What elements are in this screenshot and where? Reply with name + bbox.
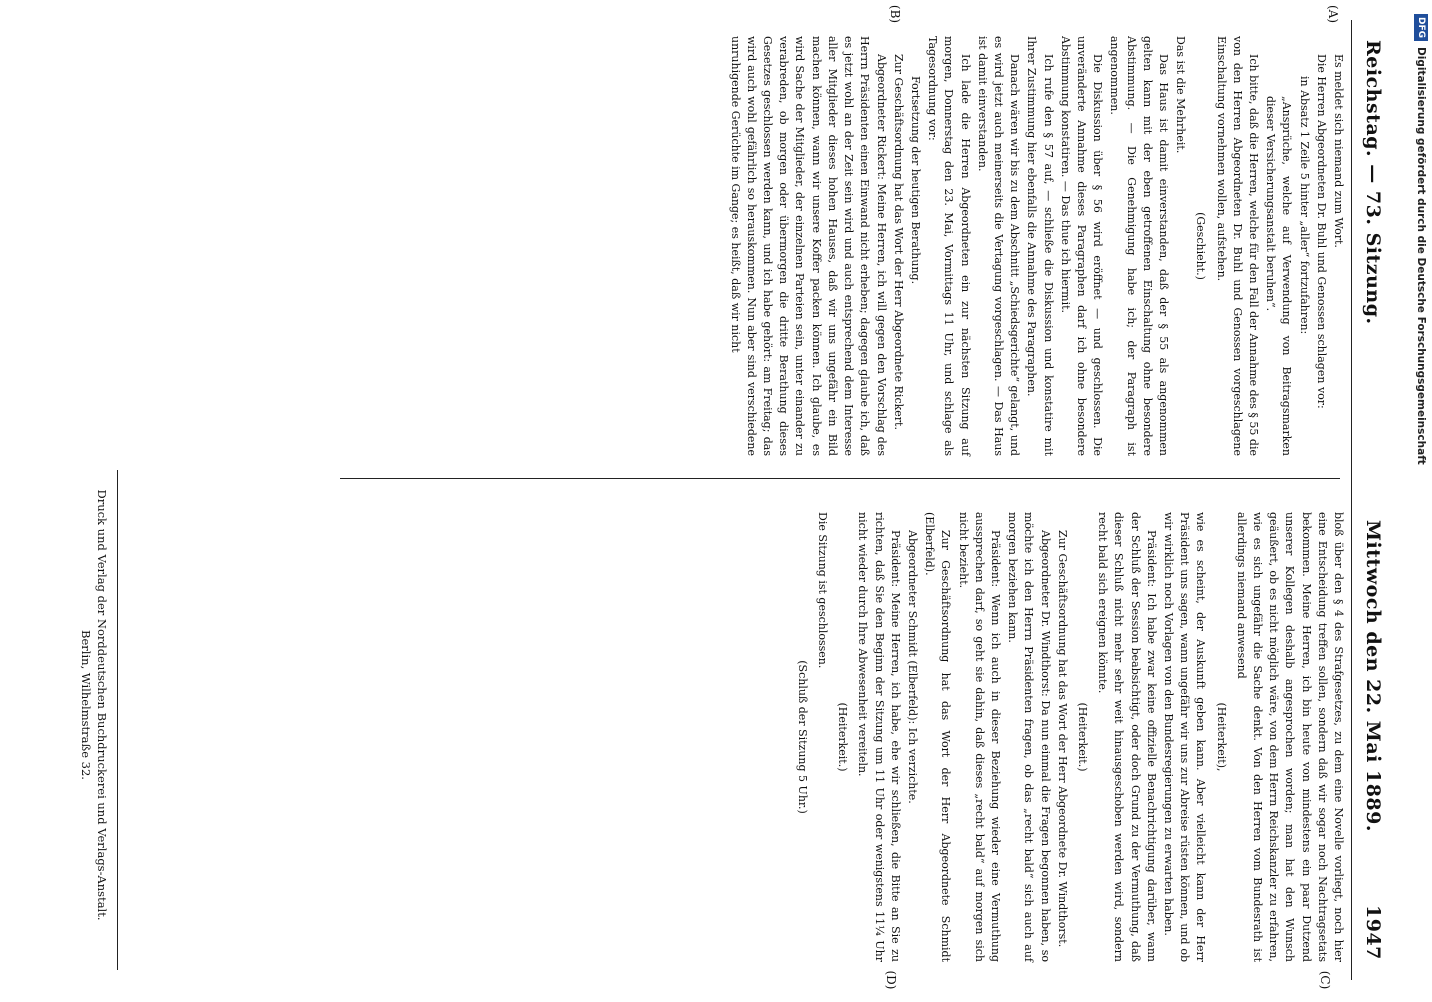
paragraph: Präsident: Ich habe zwar keine offizielle Benachrichtigung darüber, wann der Schluß der Session beabsichtigt, oder doch Grund zu der Vermuthung, daß dieser Schluß nicht mehr sehr weit hinausgeschoben werden wird, sondern recht bald sich ereignen könnte. [1096,512,1158,962]
imprint-line-2: Berlin, Wilhelmstraße 32. [79,630,93,780]
paragraph: Zur Geschäftsordnung hat das Wort der Herr Abgeordnete Dr. Windthorst. [1055,530,1069,948]
paragraph: Abgeordneter Schmidt (Elberfeld): Ich verzichte. [905,530,919,804]
paragraph: Das Haus ist damit einverstanden, daß der § 55 als angenommen gelten kann mit der eben getroffenen Einschaltung ohne besondere Abstimmung. — Die Genehmigung habe ich; der Paragraph ist angenommen. [1108,36,1170,456]
paragraph: Es meldet sich niemand zum Wort. [1332,54,1345,248]
footer-rule [117,470,118,970]
left-column [725,36,1346,456]
paragraph: Abgeordneter Dr. Windthorst: Da nun einmal die Fragen begonnen haben, so möchte ich den Herrn Präsidenten fragen, ob das „recht bald“ sich auch auf morgen beziehen kann. [1006,512,1052,962]
paragraph: „Ansprüche, welche auf Verwendung von Beitragsmarken dieser Versicherungsanstalt beruhen“. [1264,96,1294,456]
paragraph: Die Herren Abgeordneten Dr. Buhl und Genossen schlagen vor: [1314,54,1328,409]
stage-direction: (Geschieht.) [1194,212,1208,280]
stage-direction: (Heiterkeit.) [836,702,850,772]
stage-direction: (Schluß der Sitzung 5 Uhr.) [795,660,809,814]
page-number: 1947 [1362,905,1384,960]
paragraph: Zur Geschäftsordnung hat das Wort der Herr Abgeordnete Schmidt (Elberfeld). [923,512,953,962]
paragraph: Präsident: Meine Herren, ich habe, ehe wir schließen, die Bitte an Sie zu richten, daß Sie den Beginn der Sitzung um 11 Uhr oder wenigstens 11¼ Uhr nicht wieder durch Ihre Abwesenheit vereiteln. [856,512,902,962]
running-head-left: Reichstag. — 73. Sitzung. [1362,40,1384,325]
digitization-sidebar [1410,6,1432,994]
imprint-line-1: Druck und Verlag der Norddeutschen Buchdruckerei und Verlags-Anstalt. [95,489,109,921]
margin-marker-c: (C) [1318,970,1332,990]
margin-marker-b: (B) [888,4,902,24]
paragraph: Ich bitte, daß die Herren, welche für den Fall der Annahme des § 55 die von den Herren Abgeordneten Dr. Buhl und Genossen vorgeschlagene Einschaltung vornehmen wollen, aufstehen. [1214,36,1260,456]
sidebar-credit [1410,6,1432,1002]
paragraph: Ich lade die Herren Abgeordneten ein zur nächsten Sitzung auf morgen, Donnerstag den 23. Mai, Vormittags 11 Uhr, und schlage als Tagesordnung vor: [926,36,972,456]
column-divider [340,478,1340,479]
paragraph: Präsident: Wenn ich auch in dieser Beziehung wieder eine Vermuthung aussprechen darf, so geht sie dahin, daß dieses „recht bald“ auf morgen sich nicht bezieht. [956,512,1002,962]
paragraph: Das ist die Mehrheit. [1174,36,1188,154]
margin-marker-a: (A) [1326,4,1340,24]
stage-direction: (Heiterkeit.) [1075,702,1089,772]
paragraph: Die Sitzung ist geschlossen. [815,512,829,669]
header-rule [1351,20,1352,980]
paragraph: in Absatz 1 Zeile 5 hinter „aller“ fortzufahren: [1297,76,1311,335]
paragraph: bloß über den § 4 des Strafgesetzes, zu dem eine Novelle vorliegt, noch hier eine Entscheidung treffen sollen, sondern daß wir sogar noch Nachtragsetats bekommen. Meine Herren, ich bin heute von mindestens ein paar Dutzend unserer Kollegen deshalb angesprochen worden; man hat den Wunsch geäußert, ob es nicht möglich wäre, von dem Herrn Reichskanzler zu erfahren, wie es sich ungefähr die Sache denkt. Von den Herren vom Bundesrath ist allerdings niemand anwesend [1234,512,1345,962]
paragraph: Abgeordneter Rickert: Meine Herren, ich will gegen den Vorschlag des Herrn Präsidenten einen Einwand nicht erheben; dagegen glaube ich, daß es jetzt wohl an der Zeit sein wird und auch entsprechend dem Interesse aller Mitglieder dieses hohen Hauses, daß wir uns ungefähr ein Bild machen können, wann wir unsere Koffer packen können. Ich glaube, es wird Sache der Mitglieder, der einzelnen Parteien sein, unter einander zu verabreden, ob morgen oder übermorgen die dritte Berathung dieses Gesetzes geschlossen werden kann, und ich habe gehört: am Freitag; das wird auch wohl gefährlich so herauskommen. Nun aber sind verschiedene unruhigende Gerüchte im Gange; es heißt, daß wir nicht [728,36,888,456]
paragraph: Danach wären wir bis zu dem Abschnitt „Schiedsgerichte“ gelangt, und es wird jetzt auch meinerseits die Vertagung vorgeschlagen. — Das Haus ist damit einverstanden. [975,36,1022,456]
stage-direction: (Heiterkeit), [1214,702,1228,772]
sidebar-credit-text: Digitalisierung gefördert durch die Deutsche Forschungsgemeinschaft [1415,47,1427,465]
imprint [78,470,110,940]
running-head-center: Mittwoch den 22. Mai 1889. [1362,520,1384,832]
paragraph: Fortsetzung der heutigen Berathung. [908,76,922,285]
paragraph: Die Diskussion über § 56 wird eröffnet — und geschlossen. Die unveränderte Annahme dieses Paragraphen darf ich ohne besondere Abstimmung konstatiren. — Das thue ich hiermit. [1058,36,1105,456]
paragraph: Zur Geschäftsordnung hat das Wort der Herr Abgeordnete Rickert. [891,54,905,430]
paragraph: wie es scheint, der Auskunft geben kann. Aber vielleicht kann der Herr Präsident uns sagen, wann ungefähr wir uns zur Abreise rüsten können, und ob wir wirklich noch Vorlagen von den Bundesregierungen zu erwarten haben. [1161,512,1208,962]
paragraph: Ich rufe den § 57 auf, — schließe die Diskussion und konstatire mit Ihrer Zustimmung hier ebenfalls die Annahme des Paragraphen. [1025,36,1055,456]
margin-marker-d: (D) [884,970,898,990]
right-column [790,512,1347,962]
dfg-logo-icon: DFG [1414,14,1428,41]
